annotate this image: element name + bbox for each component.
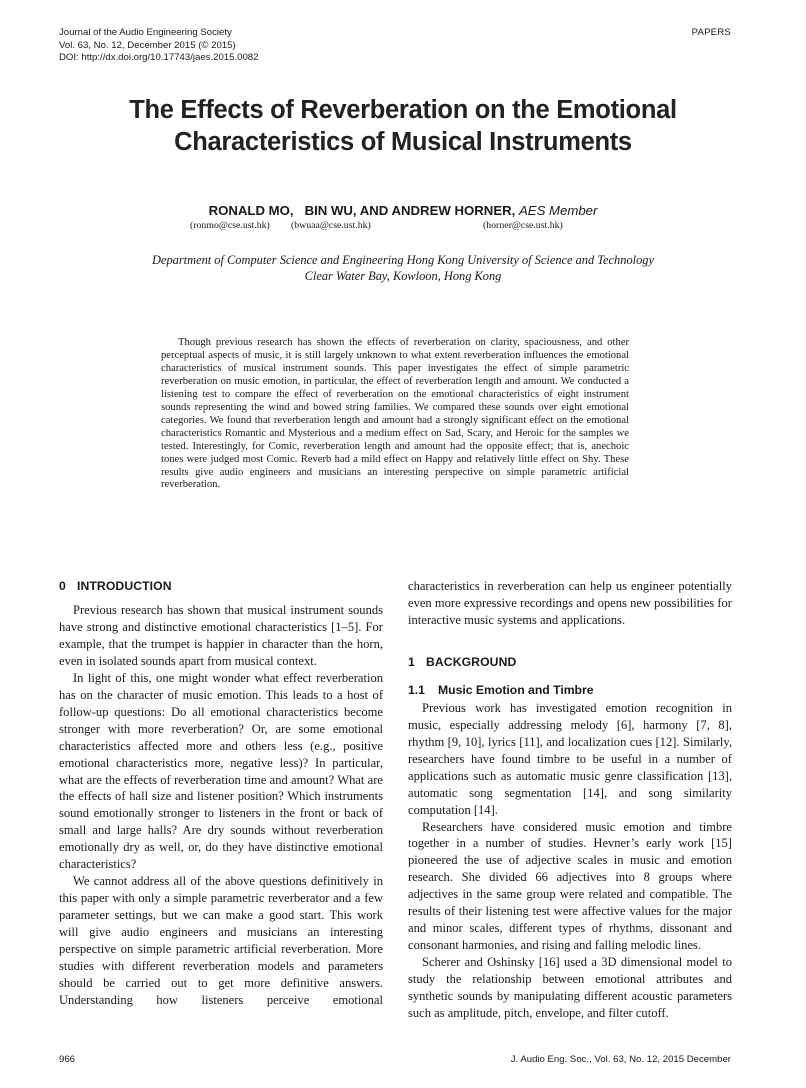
subsection-number: 1.1 [408,682,425,697]
abstract: Though previous research has shown the effects of reverberation on clarity, spaciousness, and other perceptual aspects of music, it is still largely unknown to what extent reverberation influences the emotional characteristics of musical instrument sounds. This paper investigates the effect of simple parametric reverberation on music emotion, in particular, the effect of reverberation length and amount. We conducted a listening test to compare the effect of reverberation on the emotional characteristics of eight instrument sounds representing the wind and bowed string families. We compared these sounds over eight emotional categories. We found that reverberation length and amount had a strongly significant effect on the emotional characteristics Romantic and Mysterious and a medium effect on Sad, Scary, and Heroic for the samples we tested. Interestingly, for Comic, reverberation length and amount had the opposite effect; that is, anechoic tones were judged most Comic. Reverb had a mild effect on Happy and relatively little effect on Shy. These results give audio engineers and musicians an interesting perspective on simple parametric artificial reverberation. [161,337,629,491]
intro-paragraph-1: Previous research has shown that musical instrument sounds have strong and distinctive emotional characteristics [1–5]. For example, that the trumpet is happier in character than the horn, even in isolated sounds apart from musical context. [59,603,383,668]
affiliation-line-1: Department of Computer Science and Engineering Hong Kong University of Science and Technology [152,253,654,267]
email-3[interactable]: (horner@cse.ust.hk) [483,220,563,231]
paper-title [40,94,766,158]
author-role: AES Member [518,203,598,218]
title-line-2: Characteristics of Musical Instruments [174,128,632,156]
doi-link[interactable]: DOI: http://dx.doi.org/10.17743/jaes.2015.0082 [59,52,259,64]
section-number: 0 [59,579,66,593]
background-paragraph-1: Previous work has investigated emotion recognition in music, especially addressing melody [6], harmony [7, 8], rhythm [9, 10], lyrics [11], and localization cues [12]. Similarly, researchers have found timbre to be useful in a number of applications such as automatic music genre classification [13], automatic song segmentation [14], and song similarity computation [14]. [408,700,732,817]
section-title: INTRODUCTION [77,579,172,593]
page-number: 966 [59,1054,76,1065]
background-paragraph-2: Researchers have considered music emotion and timbre together in a number of studies. Hevner’s early work [15] pioneered the use of adjective scales in music and emotion research. She divided 66 adjectives into 8 groups where adjectives in the same group were related and compatible. The results of their listening test were affective values for the major and minor scales, different types of rhythms, dissonant and consonant harmonies, and rising and falling melodic lines. [408,819,732,953]
section-number: 1 [408,654,415,669]
footer-citation: J. Audio Eng. Soc., Vol. 63, No. 12, 2015 December [510,1054,731,1065]
affiliation [40,252,766,284]
section-heading-background [408,654,732,670]
title-line-1: The Effects of Reverberation on the Emotional [129,96,677,124]
email-2[interactable]: (bwuaa@cse.ust.hk) [291,220,371,231]
email-1[interactable]: (ronmo@cse.ust.hk) [190,220,270,231]
background-paragraph-3: Scherer and Oshinsky [16] used a 3D dimensional model to study the relationship between emotional attributes and synthetic sounds by manipulating different acoustic parameters such as amplitude, pitch, envelope, and filter cutoff. [408,955,732,1021]
author-list [0,203,806,218]
affiliation-line-2: Clear Water Bay, Kowloon, Hong Kong [304,269,502,283]
subsection-heading-music-emotion [408,682,732,698]
author-2-3: BIN WU, AND ANDREW HORNER, [304,203,516,218]
author-1: RONALD MO, [208,203,294,218]
section-label: PAPERS [691,27,731,38]
intro-paragraph-3: We cannot address all of the above questions definitively in this paper with only a simple parametric reverberator and a few parameter settings, but we can make a good start. This work will give audio engineers and musicians an interesting perspective on simple parametric artificial reverberation. More studies with different reverberation models and parameters should be carried out to get more definitive answers. Understanding how listeners perceive emotional [59,874,383,1007]
section-title: BACKGROUND [426,654,517,669]
section-heading-introduction [59,578,383,594]
journal-name: Journal of the Audio Engineering Society [59,27,232,38]
right-column [408,578,732,1022]
left-column [59,578,383,1009]
intro-paragraph-3-continued: characteristics in reverberation can help us engineer potentially even more expressive recordings and opens new possibilities for interactive music systems and applications. [408,579,732,627]
running-header [59,27,258,65]
volume-info: Vol. 63, No. 12, December 2015 (© 2015) [59,39,236,51]
intro-paragraph-2: In light of this, one might wonder what effect reverberation has on the character of music emotion. This leads to a host of follow-up questions: Do all emotional characteristics become stronger with more reverberation? Or, are some emotional characteristics affected more and others less (e.g., positive emotional characteristics more, negative less)? In particular, what are the effects of reverberation time and amount? What are the effects of hall size and listener position? Which instruments sound emotionally stronger to listeners in the front or back of small and large halls? Are dry sounds without reverberation emotionally dry as well, or, do they have distinctive emotional characteristics? [59,670,383,872]
subsection-title: Music Emotion and Timbre [438,682,594,697]
